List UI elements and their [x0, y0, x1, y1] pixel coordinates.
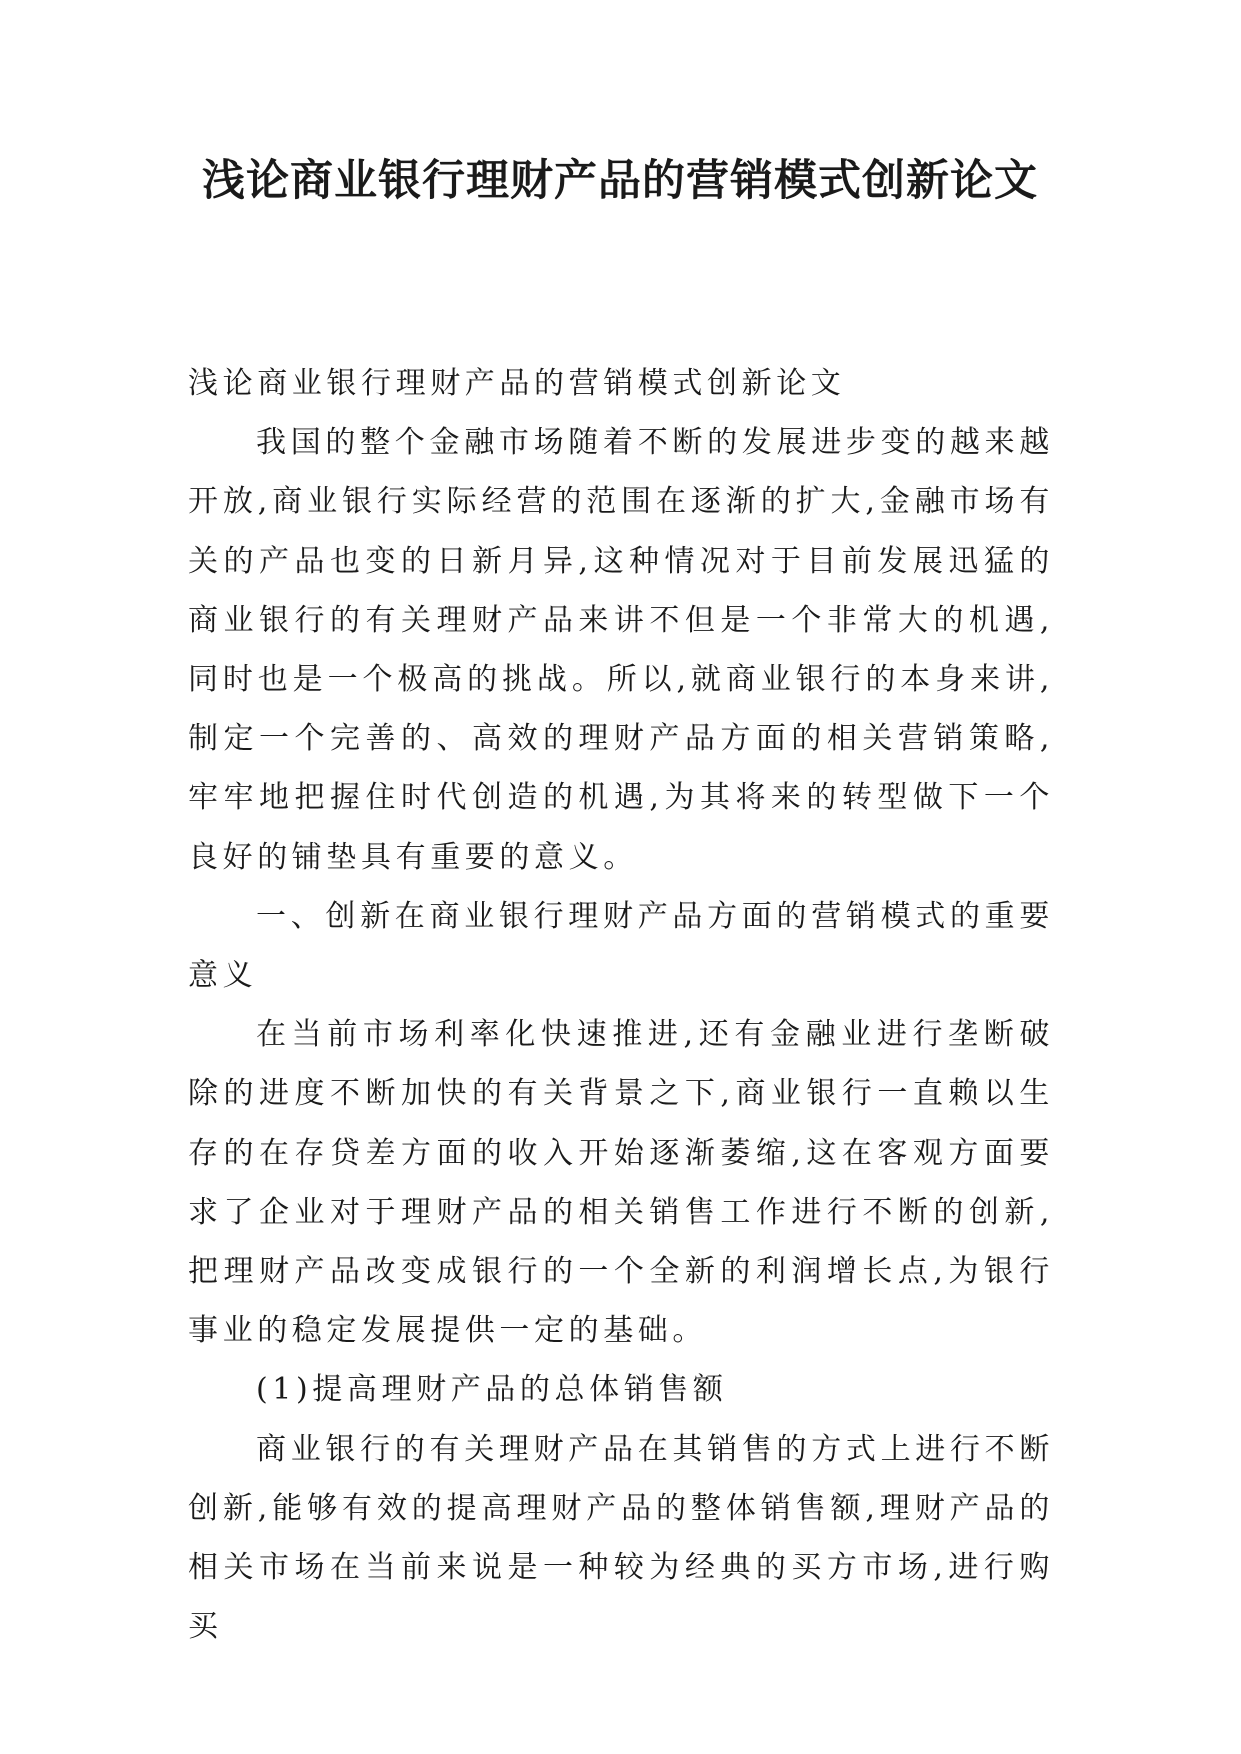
document-title: 浅论商业银行理财产品的营销模式创新论文 [202, 156, 1038, 206]
subsection-heading-1: (1)提高理财产品的总体销售额 [256, 1372, 728, 1408]
paragraph-intro: 我国的整个金融市场随着不断的发展进步变的越来越开放,商业银行实际经营的范围在逐渐的扩大,金融市场有关的产品也变的日新月异,这种情况对于目前发展迅猛的商业银行的有关理财产品来讲不但是一个非常大的机遇,同时也是一个极高的挑战。所以,就商业银行的本身来讲,制定一个完善的、高效的理财产品方面的相关营销策略,牢牢地把握住时代创造的机遇,为其将来的转型做下一个良好的铺垫具有重要的意义。 [188, 425, 1054, 875]
paragraph-subsection-1: 商业银行的有关理财产品在其销售的方式上进行不断创新,能够有效的提高理财产品的整体销售额,理财产品的相关市场在当前来说是一种较为经典的买方市场,进行购买 [188, 1431, 1054, 1645]
section-heading-1: 一、创新在商业银行理财产品方面的营销模式的重要意义 [188, 898, 1054, 994]
document-body [188, 354, 1054, 1656]
paragraph-section-1: 在当前市场利率化快速推进,还有金融业进行垄断破除的进度不断加快的有关背景之下,商业银行一直赖以生存的在存贷差方面的收入开始逐渐萎缩,这在客观方面要求了企业对于理财产品的相关销售工作进行不断的创新,把理财产品改变成银行的一个全新的利润增长点,为银行事业的稳定发展提供一定的基础。 [188, 1017, 1054, 1349]
paragraph-subtitle: 浅论商业银行理财产品的营销模式创新论文 [188, 366, 846, 401]
